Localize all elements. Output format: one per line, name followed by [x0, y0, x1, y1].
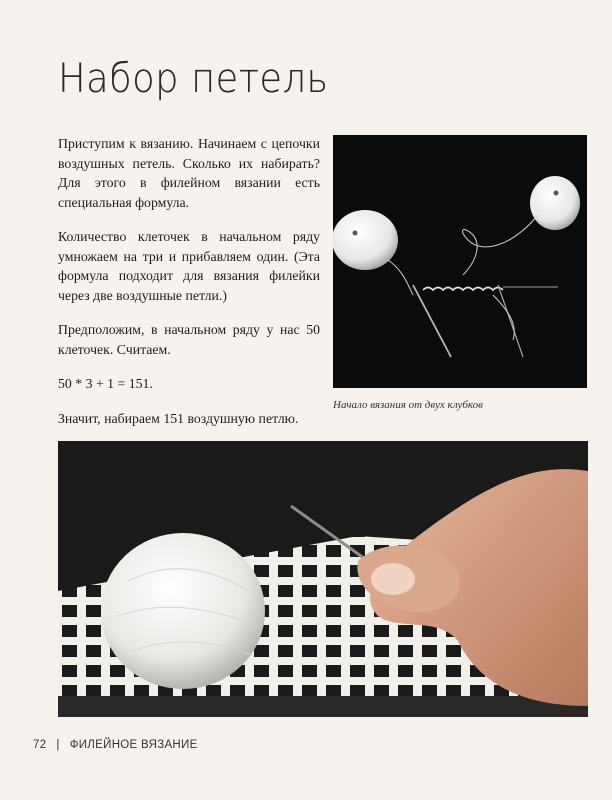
paragraph-calculation: 50 * 3 + 1 = 151. [58, 376, 153, 391]
photo-crochet-hand [58, 441, 588, 717]
section-name: ФИЛЕЙНОЕ ВЯЗАНИЕ [69, 739, 198, 751]
photo-caption: Начало вязания от двух клубков [333, 399, 483, 411]
paragraph-example: Предположим, в начальном ряду у нас 50 клеточек. Считаем. [58, 322, 320, 357]
page-number: 72 [33, 739, 47, 751]
body-text [58, 134, 320, 443]
page-footer [33, 739, 198, 751]
footer-separator: | [56, 739, 60, 751]
paragraph-intro: Приступим к вязанию. Начинаем с цепочки воздушных петель. Сколько их набирать? Для этого в филейном вязании есть специальная формула. [58, 136, 320, 210]
paragraph-result: Значит, набираем 151 воздушную петлю. [58, 410, 299, 426]
page-title: Набор петель [58, 56, 329, 102]
photo-two-yarn-balls [333, 135, 587, 388]
paragraph-formula: Количество клеточек в начальном ряду умножаем на три и прибавляем один. (Эта формула подходит для вязания филейки через две воздушные петли.) [58, 229, 320, 303]
